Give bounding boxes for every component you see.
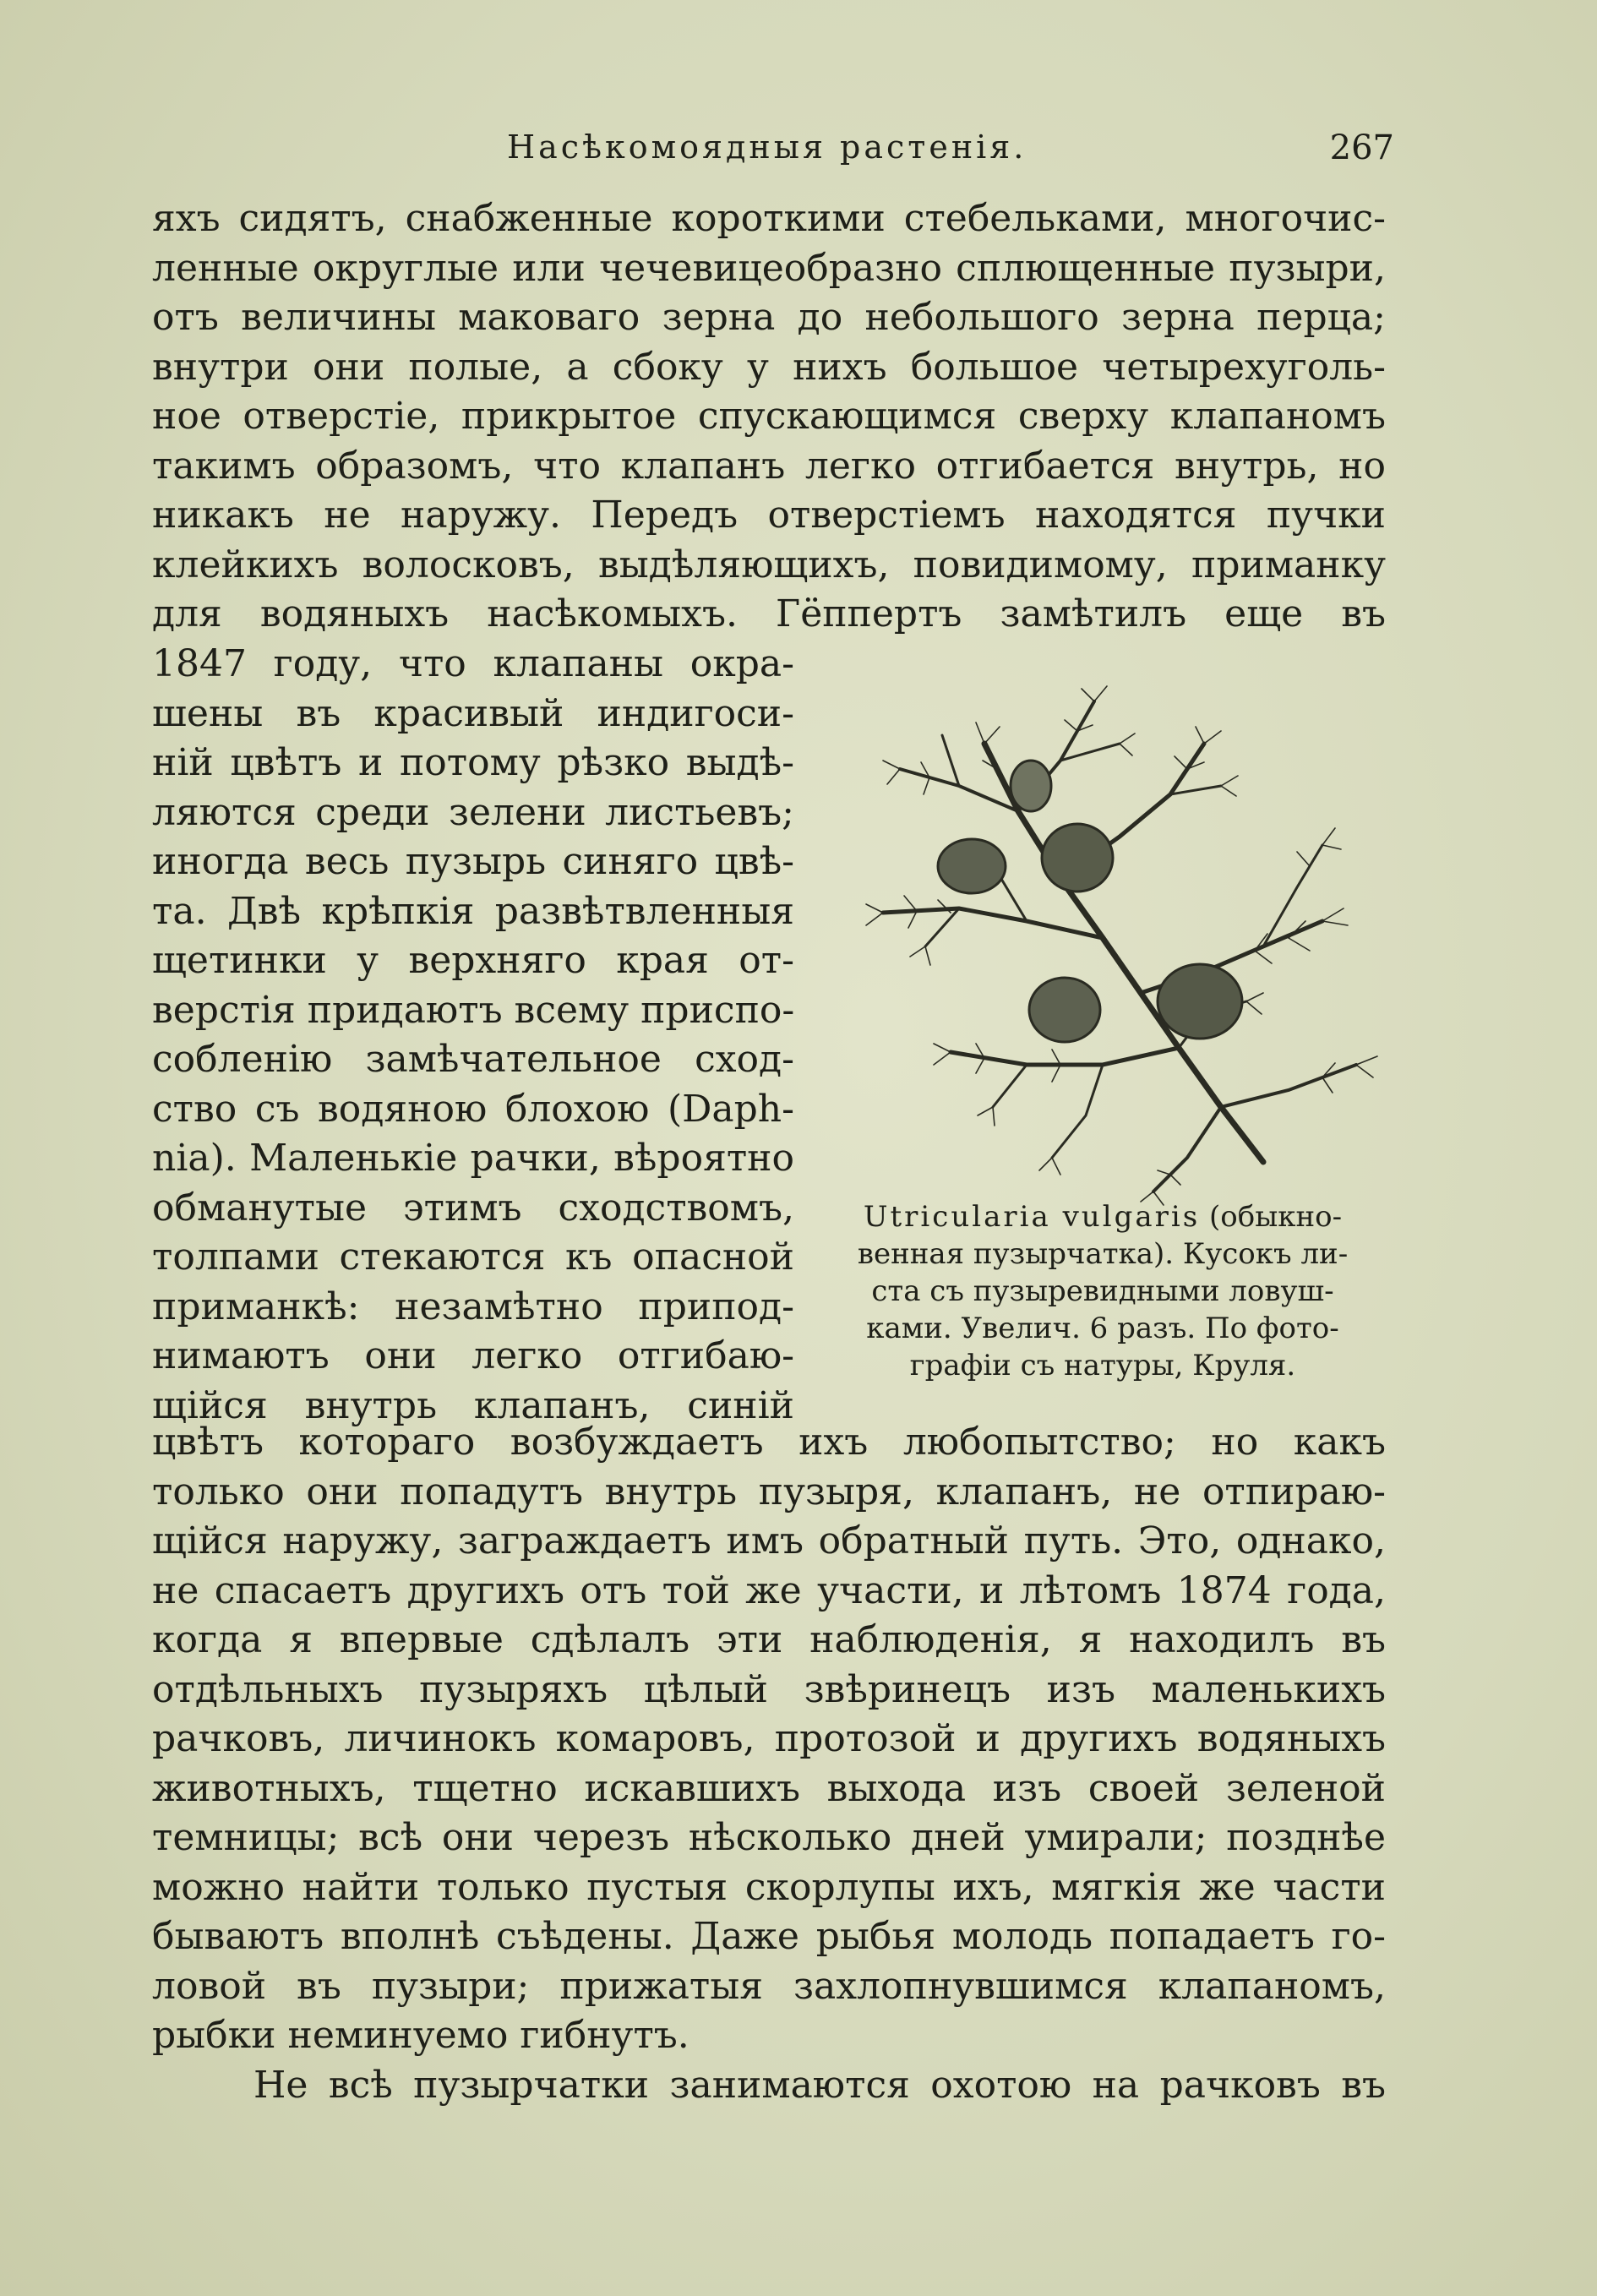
text-line: рыбки неминуемо гибнутъ. xyxy=(152,2014,689,2057)
text-line: обманутые этимъ сходствомъ, xyxy=(152,1186,794,1230)
text-line: та. Двѣ крѣпкія развѣтвленныя xyxy=(152,889,794,933)
text-line: приманкѣ: незамѣтно припод- xyxy=(152,1284,794,1328)
caption-line: графіи съ натуры, Круля. xyxy=(909,1349,1296,1383)
text-line: 1847 году, что клапаны окра- xyxy=(152,642,794,685)
caption-line: ками. Увелич. 6 разъ. По фото- xyxy=(866,1312,1339,1345)
caption-line xyxy=(815,1198,1390,1235)
text-line: собленію замѣчательное сход- xyxy=(152,1038,794,1081)
paragraph-bottom xyxy=(152,1418,1386,2110)
text-line: бываютъ вполнѣ съѣдены. Даже рыбья молодь попадаетъ го- xyxy=(152,1915,1386,1958)
paragraph-top xyxy=(152,194,1386,640)
text-line: яхъ сидятъ, снабженные короткими стебельками, многочис- xyxy=(152,197,1386,240)
text-line: щійся наружу, заграждаетъ имъ обратный путь. Это, однако, xyxy=(152,1519,1386,1562)
text-line: ловой въ пузыри; прижатыя захлопнувшимся клапаномъ, xyxy=(152,1964,1386,2008)
text-line: можно найти только пустыя скорлупы ихъ, мягкія же части xyxy=(152,1865,1386,1909)
text-line: только они попадутъ внутрь пузыря, клапанъ, не отпираю- xyxy=(152,1470,1386,1513)
text-line: не спасаетъ другихъ отъ той же участи, и лѣтомъ 1874 года, xyxy=(152,1568,1386,1612)
text-line: ное отверстіе, прикрытое спускающимся сверху клапаномъ xyxy=(152,395,1386,438)
text-line: ство съ водяною блохою (Daph- xyxy=(152,1087,794,1131)
text-line: внутри они полые, а сбоку у нихъ большое четырехуголь- xyxy=(152,345,1386,389)
text-line: животныхъ, тщетно искавшихъ выхода изъ своей зеленой xyxy=(152,1766,1386,1810)
utricularia-engraving-icon xyxy=(849,668,1390,1208)
text-line: для водяныхъ насѣкомыхъ. Гёппертъ замѣтилъ еще въ xyxy=(152,592,1386,635)
text-line: иногда весь пузырь синяго цвѣ- xyxy=(152,840,794,883)
text-line: ній цвѣтъ и потому рѣзко выдѣ- xyxy=(152,741,794,784)
text-line: отъ величины маковаго зерна до небольшого зерна перца; xyxy=(152,296,1386,339)
figure-caption xyxy=(815,1198,1390,1384)
page-header xyxy=(152,128,1394,179)
text-line: отдѣльныхъ пузыряхъ цѣлый звѣринецъ изъ маленькихъ xyxy=(152,1667,1386,1711)
text-line: ляются среди зелени листьевъ; xyxy=(152,790,794,834)
text-line: толпами стекаются къ опасной xyxy=(152,1235,794,1279)
text-line: щетинки у верхняго края от- xyxy=(152,939,794,982)
text-line: Не всѣ пузырчатки занимаются охотою на рачковъ въ xyxy=(253,2063,1386,2107)
text-line: цвѣтъ котораго возбуждаетъ ихъ любопытство; но какъ xyxy=(152,1421,1386,1464)
running-title: Насѣкомоядныя растенія. xyxy=(507,128,1027,166)
text-line: nia). Маленькіе рачки, вѣроятно xyxy=(152,1137,794,1180)
text-line: темницы; всѣ они черезъ нѣсколько дней умирали; позднѣе xyxy=(152,1816,1386,1859)
caption-first-line-rest: (обыкно- xyxy=(1200,1200,1343,1234)
text-line: щійся внутрь клапанъ, синій xyxy=(152,1383,794,1427)
text-line: рачковъ, личинокъ комаровъ, протозой и другихъ водяныхъ xyxy=(152,1717,1386,1760)
text-line: шены въ красивый индигоси- xyxy=(152,691,794,735)
text-line: такимъ образомъ, что клапанъ легко отгибается внутрь, но xyxy=(152,444,1386,488)
text-line: нимаютъ они легко отгибаю- xyxy=(152,1334,794,1377)
paragraph-wrapped-column xyxy=(152,640,794,1431)
page-number: 267 xyxy=(1329,128,1394,167)
text-line: когда я впервые сдѣлалъ эти наблюденія, я находилъ въ xyxy=(152,1618,1386,1661)
text-line: верстія придаютъ всему приспо- xyxy=(152,988,795,1032)
caption-line: венная пузырчатка). Кусокъ ли- xyxy=(857,1237,1349,1271)
text-line: никакъ не наружу. Передъ отверстіемъ находятся пучки xyxy=(152,494,1386,537)
caption-line: ста съ пузыревидными ловуш- xyxy=(871,1274,1334,1308)
utricularia-illustration xyxy=(849,668,1390,1208)
caption-species: Utricularia vulgaris xyxy=(863,1200,1201,1234)
text-line: ленные округлые или чечевицеобразно сплющенные пузыри, xyxy=(152,246,1386,290)
text-line: клейкихъ волосковъ, выдѣляющихъ, повидимому, приманку xyxy=(152,543,1386,586)
